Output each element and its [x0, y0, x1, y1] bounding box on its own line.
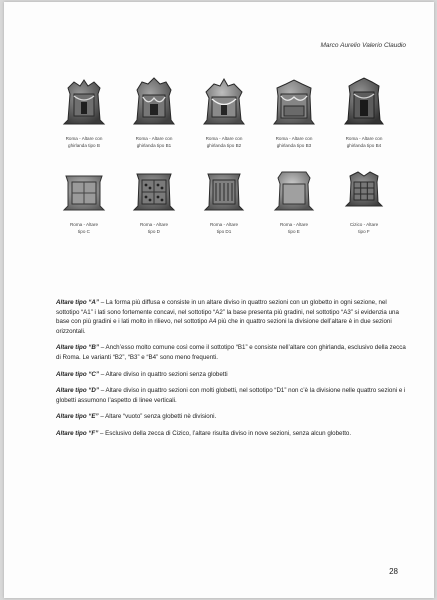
coin-altar-image — [202, 74, 246, 128]
paragraph-text: – La forma più diffusa e consiste in un altare diviso in quattro sezioni con un globetto in ogni sezione, nel sottotipo “A1” i lati sono fortemente concavi, nel sottotipo “A2” la base presenta più gradini, nel sottotipo “A3” si evidenzia una base con più gradini e i lati molto in rilievo, nel sottotipo A4 più che in quattro sezioni la divisione dell’altare è in due sezioni orizzontali. — [56, 299, 399, 335]
paragraph-altare-f — [56, 429, 406, 439]
figure-caption: ghirlanda tipo B3 — [276, 142, 312, 148]
paragraph-altare-d — [56, 386, 406, 405]
paragraph-label: Altare tipo “A” — [56, 299, 99, 306]
coin-altar-image — [202, 168, 246, 214]
paragraph-label: Altare tipo “F” — [56, 429, 99, 437]
figure-altar-e — [262, 168, 326, 235]
figure-caption: ghirlanda tipo B1 — [136, 142, 172, 148]
paragraph-text: – Altare diviso in quattro sezioni con molti globetti, nel sottotipo “D1” non c’è la divisione nelle quattro sezioni e i globetti assumono l’aspetto di linee verticali. — [56, 387, 406, 404]
figure-caption: Roma - Altare — [139, 222, 169, 227]
figure-altar-b — [52, 74, 116, 149]
figure-altar-c — [52, 168, 116, 235]
figure-altar-b3 — [262, 74, 326, 149]
paragraph-text: – Altare diviso in quattro sezioni senza globetti — [98, 370, 228, 378]
figure-caption: ghirlanda tipo B4 — [346, 142, 382, 148]
figure-row-1 — [52, 74, 396, 149]
figure-altar-d — [122, 168, 186, 235]
coin-altar-image — [272, 74, 316, 128]
figure-caption: Roma - Altare — [209, 222, 239, 227]
figure-altar-f — [332, 168, 396, 235]
coin-altar-image — [62, 168, 106, 214]
figure-altar-b1 — [122, 74, 186, 149]
coin-altar-image — [132, 168, 176, 214]
figure-caption: Roma - Altare con — [135, 136, 173, 141]
paragraph-label: Altare tipo “E” — [56, 413, 99, 421]
coin-altar-image — [132, 74, 176, 128]
figure-caption: Roma - Altare — [69, 222, 99, 227]
coin-altar-image — [62, 74, 106, 128]
figure-caption: Roma - Altare con — [345, 136, 383, 141]
paragraph-label: Altare tipo “C” — [56, 370, 99, 378]
figure-altar-b2 — [192, 74, 256, 149]
figure-caption: Roma - Altare con — [65, 136, 103, 141]
paragraph-altare-e — [56, 412, 406, 422]
paragraph-text: – Anch’esso molto comune così come il sottotipo “B1” e consiste nell’altare con ghirlanda, esclusivo della zecca di Roma. Le varianti “B2”, “B3” e “B4” sono meno frequenti. — [56, 344, 406, 361]
figure-caption: tipo E — [288, 228, 300, 234]
paragraph-text: – Altare “vuoto” senza globetti nè divisioni. — [98, 413, 217, 421]
paragraph-label: Altare tipo “D” — [56, 387, 99, 395]
paragraph-text: – Esclusivo della zecca di Cizico, l’altare risulta diviso in nove sezioni, senza alcun globetto. — [98, 429, 352, 437]
coin-altar-image — [342, 168, 386, 214]
figure-caption: Cizico - Altare — [349, 222, 379, 227]
author-header: Marco Aurelio Valerio Claudio — [320, 42, 406, 49]
paragraph-altare-c — [56, 370, 406, 380]
paragraph-label: Altare tipo “B” — [56, 344, 99, 352]
figure-row-2 — [52, 168, 396, 235]
paragraph-altare-b — [56, 343, 406, 362]
figure-caption: Roma - Altare — [279, 222, 309, 227]
figure-caption: tipo D — [147, 228, 160, 234]
figure-caption: ghirlanda tipo B2 — [206, 142, 242, 148]
figure-altar-b4 — [332, 74, 396, 149]
figure-caption: Roma - Altare con — [275, 136, 313, 141]
paragraph-altare-a — [56, 298, 406, 336]
body-text — [56, 298, 406, 446]
figure-caption: tipo D1 — [216, 228, 232, 234]
document-page — [4, 2, 434, 598]
figure-caption: tipo F — [358, 228, 370, 234]
figure-altar-d1 — [192, 168, 256, 235]
figure-caption: tipo C — [77, 228, 90, 234]
page-number: 28 — [389, 567, 398, 576]
figure-caption: ghirlanda tipo B — [68, 142, 100, 148]
coin-altar-image — [342, 74, 386, 128]
figure-caption: Roma - Altare con — [205, 136, 243, 141]
coin-altar-image — [272, 168, 316, 214]
